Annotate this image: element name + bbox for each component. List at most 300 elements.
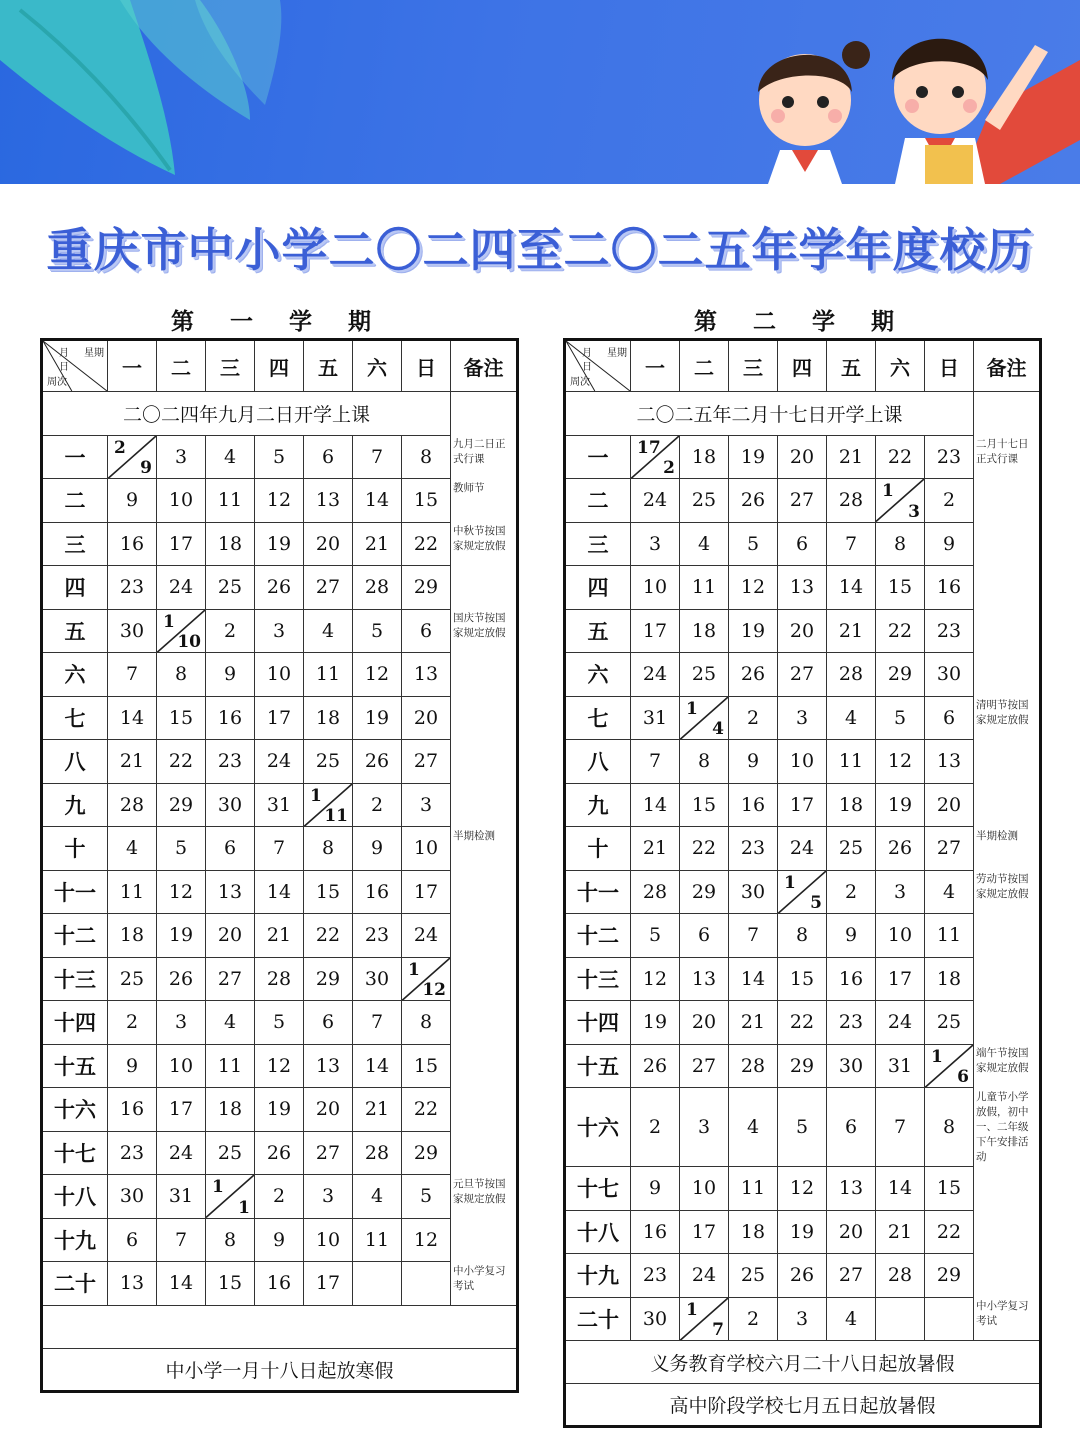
month-boundary-cell [876,479,925,523]
weekday-header: 三 [729,340,778,392]
date-cell: 3 [778,696,827,740]
split-date [206,1175,254,1218]
notes-cell [451,653,518,697]
week-row [42,740,518,784]
date-cell: 22 [304,914,353,958]
date-cell: 13 [402,653,451,697]
footer-row [565,1384,1041,1427]
date-cell: 25 [108,957,157,1001]
date-cell: 28 [631,870,680,914]
date-cell: 26 [729,479,778,523]
date-cell: 9 [729,740,778,784]
date-cell: 15 [206,1262,255,1306]
weekday-header: 六 [876,340,925,392]
week-row [42,696,518,740]
split-date-top: 1 [212,1177,224,1197]
date-cell: 20 [206,914,255,958]
date-cell: 15 [925,1167,974,1211]
corner-month-label: 月 [582,348,592,359]
week-number: 十四 [42,1001,108,1045]
date-cell: 11 [729,1167,778,1211]
calendar-table [40,338,519,1393]
week-row [565,609,1041,653]
date-cell: 23 [108,566,157,610]
week-number: 三 [42,522,108,566]
month-boundary-cell [304,783,353,827]
date-cell: 11 [206,479,255,523]
date-cell: 3 [157,1001,206,1045]
notes-cell [974,783,1041,827]
date-cell: 7 [353,435,402,479]
week-number: 十九 [42,1218,108,1262]
week-number: 十六 [565,1088,631,1167]
header-row [42,340,518,392]
date-cell [402,1262,451,1306]
date-cell: 10 [680,1167,729,1211]
date-cell: 11 [680,566,729,610]
week-row [42,566,518,610]
date-cell: 4 [680,522,729,566]
week-row [565,1210,1041,1254]
date-cell: 2 [631,1088,680,1167]
split-date [925,1045,973,1088]
date-cell: 19 [255,1088,304,1132]
date-cell: 30 [353,957,402,1001]
week-number: 二十 [565,1297,631,1341]
date-cell: 9 [255,1218,304,1262]
split-date [631,436,679,479]
date-cell: 12 [402,1218,451,1262]
notes-cell: 半期检测 [974,827,1041,871]
date-cell: 16 [925,566,974,610]
date-cell: 16 [255,1262,304,1306]
notes-cell [451,1218,518,1262]
date-cell: 27 [206,957,255,1001]
date-cell: 25 [206,566,255,610]
date-cell: 21 [353,522,402,566]
week-number: 二 [565,479,631,523]
week-row [565,1001,1041,1045]
split-date [680,697,728,740]
footer-row [42,1305,518,1348]
date-cell: 23 [729,827,778,871]
date-cell: 15 [876,566,925,610]
notes-cell: 端午节按国家规定放假 [974,1044,1041,1088]
date-cell: 26 [876,827,925,871]
weekday-header: 一 [631,340,680,392]
date-cell: 23 [925,609,974,653]
split-date-top: 2 [114,437,126,458]
date-cell: 11 [925,914,974,958]
week-number: 二 [42,479,108,523]
date-cell: 13 [925,740,974,784]
date-cell: 14 [876,1167,925,1211]
date-cell: 14 [729,957,778,1001]
week-number: 九 [42,783,108,827]
weekday-header: 五 [304,340,353,392]
date-cell: 5 [631,914,680,958]
date-cell: 30 [925,653,974,697]
date-cell: 11 [206,1044,255,1088]
week-row [565,827,1041,871]
term-start-text: 二〇二五年二月十七日开学上课 [565,392,974,436]
notes-cell: 九月二日正式行课 [451,435,518,479]
date-cell: 4 [827,1297,876,1341]
date-cell: 8 [402,1001,451,1045]
date-cell: 5 [876,696,925,740]
date-cell: 15 [778,957,827,1001]
date-cell: 15 [402,1044,451,1088]
date-cell: 13 [304,479,353,523]
date-cell: 6 [680,914,729,958]
date-cell: 18 [304,696,353,740]
date-cell: 30 [206,783,255,827]
corner-week-label: 周次 [570,377,590,388]
week-row [42,870,518,914]
date-cell: 25 [206,1131,255,1175]
date-cell: 18 [680,435,729,479]
date-cell: 26 [729,653,778,697]
date-cell: 27 [680,1044,729,1088]
start-row [565,392,1041,436]
notes-cell [451,783,518,827]
date-cell: 29 [402,1131,451,1175]
date-cell: 18 [827,783,876,827]
split-date-bottom: 11 [324,806,348,826]
date-cell: 18 [729,1210,778,1254]
date-cell: 5 [402,1175,451,1219]
date-cell: 27 [827,1254,876,1298]
week-number: 十八 [565,1210,631,1254]
date-cell: 14 [108,696,157,740]
split-date-top: 1 [310,785,322,806]
date-cell [925,1297,974,1341]
split-date [876,479,924,522]
semester-title: 第 二 学 期 [693,308,909,335]
week-row [565,740,1041,784]
date-cell: 10 [876,914,925,958]
week-number: 一 [565,435,631,479]
week-row [42,522,518,566]
notes-cell [451,740,518,784]
date-cell: 5 [729,522,778,566]
date-cell: 9 [108,1044,157,1088]
date-cell: 26 [353,740,402,784]
week-row [42,609,518,653]
date-cell: 29 [304,957,353,1001]
date-cell: 29 [876,653,925,697]
date-cell: 2 [206,609,255,653]
date-cell: 16 [353,870,402,914]
date-cell: 20 [402,696,451,740]
date-cell: 16 [108,1088,157,1132]
weekday-header: 二 [680,340,729,392]
date-cell: 16 [631,1210,680,1254]
date-cell: 18 [206,522,255,566]
date-cell: 8 [157,653,206,697]
weekday-header: 一 [108,340,157,392]
week-row [42,1088,518,1132]
date-cell: 11 [108,870,157,914]
split-date-bottom: 7 [712,1320,724,1340]
split-date-bottom: 10 [177,632,201,652]
date-cell: 14 [353,479,402,523]
split-date-bottom: 9 [140,458,152,478]
week-number: 九 [565,783,631,827]
date-cell: 20 [680,1001,729,1045]
notes-cell [974,1001,1041,1045]
date-cell: 28 [255,957,304,1001]
date-cell: 28 [353,566,402,610]
split-date-top: 1 [931,1046,943,1067]
date-cell: 8 [876,522,925,566]
date-cell: 24 [157,566,206,610]
date-cell: 4 [108,827,157,871]
vacation-text [42,1305,518,1348]
date-cell: 29 [402,566,451,610]
corner-label [566,341,630,391]
date-cell: 26 [255,566,304,610]
week-number: 十七 [565,1167,631,1211]
split-date [304,784,352,827]
header-row [565,340,1041,392]
date-cell: 22 [680,827,729,871]
date-cell: 20 [925,783,974,827]
notes-cell: 国庆节按国家规定放假 [451,609,518,653]
date-cell: 7 [827,522,876,566]
date-cell: 12 [729,566,778,610]
notes-cell [974,653,1041,697]
date-cell: 2 [827,870,876,914]
week-row [565,870,1041,914]
date-cell: 10 [157,1044,206,1088]
split-date-bottom: 1 [238,1197,250,1218]
date-cell: 6 [304,1001,353,1045]
date-cell: 28 [827,479,876,523]
date-cell: 21 [631,827,680,871]
date-cell: 4 [206,435,255,479]
date-cell: 2 [729,1297,778,1341]
notes-cell: 半期检测 [451,827,518,871]
notes-cell: 劳动节按国家规定放假 [974,870,1041,914]
week-row [565,566,1041,610]
split-date-top: 17 [637,437,661,458]
date-cell: 23 [206,740,255,784]
week-row [565,957,1041,1001]
week-row [42,957,518,1001]
date-cell: 30 [631,1297,680,1341]
date-cell: 19 [876,783,925,827]
notes-cell [451,566,518,610]
date-cell: 27 [402,740,451,784]
date-cell: 26 [157,957,206,1001]
date-cell: 12 [631,957,680,1001]
date-cell: 17 [680,1210,729,1254]
notes-cell [974,609,1041,653]
date-cell: 3 [778,1297,827,1341]
notes-cell [974,1167,1041,1211]
date-cell: 18 [206,1088,255,1132]
week-row [42,1175,518,1219]
notes-header: 备注 [451,340,518,392]
date-cell: 12 [157,870,206,914]
date-cell: 25 [925,1001,974,1045]
date-cell: 5 [255,1001,304,1045]
split-date-bottom: 2 [663,458,675,478]
week-row [42,1131,518,1175]
date-cell: 10 [631,566,680,610]
date-cell: 31 [631,696,680,740]
date-cell: 27 [925,827,974,871]
date-cell: 24 [876,1001,925,1045]
date-cell: 23 [925,435,974,479]
month-boundary-cell [631,435,680,479]
week-number: 八 [565,740,631,784]
date-cell: 2 [729,696,778,740]
date-cell: 26 [631,1044,680,1088]
date-cell: 2 [255,1175,304,1219]
week-row [42,1218,518,1262]
date-cell: 13 [108,1262,157,1306]
week-row [42,914,518,958]
split-date-top: 1 [163,611,175,632]
date-cell: 20 [778,435,827,479]
date-cell [876,1297,925,1341]
date-cell: 7 [157,1218,206,1262]
date-cell: 14 [157,1262,206,1306]
notes-cell [974,566,1041,610]
month-boundary-cell [680,1297,729,1341]
date-cell: 20 [304,522,353,566]
date-cell: 17 [157,1088,206,1132]
date-cell: 19 [255,522,304,566]
notes-cell [451,957,518,1001]
week-number: 十 [42,827,108,871]
header-banner [0,0,1080,184]
calendar-table [563,338,1042,1428]
week-number: 十九 [565,1254,631,1298]
date-cell: 12 [353,653,402,697]
date-cell: 29 [925,1254,974,1298]
date-cell: 30 [729,870,778,914]
split-date [108,436,156,479]
date-cell: 3 [255,609,304,653]
date-cell: 25 [729,1254,778,1298]
notes-cell [451,1044,518,1088]
week-number: 八 [42,740,108,784]
date-cell: 22 [157,740,206,784]
date-cell: 21 [255,914,304,958]
date-cell: 4 [827,696,876,740]
notes-cell [974,1210,1041,1254]
date-cell: 19 [778,1210,827,1254]
split-date-top: 1 [686,698,698,719]
split-date-bottom: 5 [810,893,822,913]
weekday-header: 六 [353,340,402,392]
date-cell: 11 [353,1218,402,1262]
term-start-text: 二〇二四年九月二日开学上课 [42,392,451,436]
date-cell: 31 [876,1044,925,1088]
date-cell: 6 [206,827,255,871]
notes-cell: 中小学复习考试 [451,1262,518,1306]
date-cell: 27 [778,479,827,523]
weekday-header: 日 [402,340,451,392]
date-cell: 16 [206,696,255,740]
date-cell: 15 [680,783,729,827]
date-cell: 8 [680,740,729,784]
week-row [42,783,518,827]
date-cell: 27 [304,566,353,610]
corner-weekday-label: 星期 [607,348,627,359]
date-cell: 3 [631,522,680,566]
split-date [402,958,450,1001]
date-cell: 13 [827,1167,876,1211]
notes-cell: 清明节按国家规定放假 [974,696,1041,740]
date-cell: 17 [255,696,304,740]
notes-cell [451,392,518,436]
weekday-header: 五 [827,340,876,392]
date-cell: 10 [304,1218,353,1262]
split-date-bottom: 3 [908,501,920,522]
date-cell: 14 [255,870,304,914]
week-number: 六 [42,653,108,697]
week-number: 四 [42,566,108,610]
week-number: 二十 [42,1262,108,1306]
date-cell: 13 [206,870,255,914]
corner-day-label: 日 [582,362,592,373]
week-number: 十五 [42,1044,108,1088]
date-cell: 19 [729,435,778,479]
week-row [565,1088,1041,1167]
date-cell: 5 [157,827,206,871]
week-number: 十一 [565,870,631,914]
notes-cell [974,740,1041,784]
week-number: 十五 [565,1044,631,1088]
date-cell: 29 [680,870,729,914]
date-cell: 30 [108,1175,157,1219]
notes-header: 备注 [974,340,1041,392]
date-cell: 10 [778,740,827,784]
notes-cell: 中小学复习考试 [974,1297,1041,1341]
notes-cell [451,696,518,740]
week-number: 十六 [42,1088,108,1132]
notes-cell [451,870,518,914]
date-cell: 12 [255,479,304,523]
month-boundary-cell [402,957,451,1001]
date-cell: 5 [255,435,304,479]
split-date-bottom: 4 [712,719,724,739]
date-cell: 20 [778,609,827,653]
date-cell: 25 [304,740,353,784]
month-boundary-cell [778,870,827,914]
split-date-top: 1 [784,872,796,893]
date-cell: 22 [925,1210,974,1254]
date-cell: 18 [925,957,974,1001]
date-cell: 4 [206,1001,255,1045]
date-cell: 20 [304,1088,353,1132]
date-cell: 22 [778,1001,827,1045]
date-cell: 3 [157,435,206,479]
weekday-header: 二 [157,340,206,392]
date-cell: 17 [304,1262,353,1306]
date-cell: 30 [108,609,157,653]
date-cell: 7 [255,827,304,871]
date-cell: 17 [778,783,827,827]
notes-cell [451,1131,518,1175]
notes-cell: 教师节 [451,479,518,523]
date-cell: 24 [631,479,680,523]
week-row [565,914,1041,958]
